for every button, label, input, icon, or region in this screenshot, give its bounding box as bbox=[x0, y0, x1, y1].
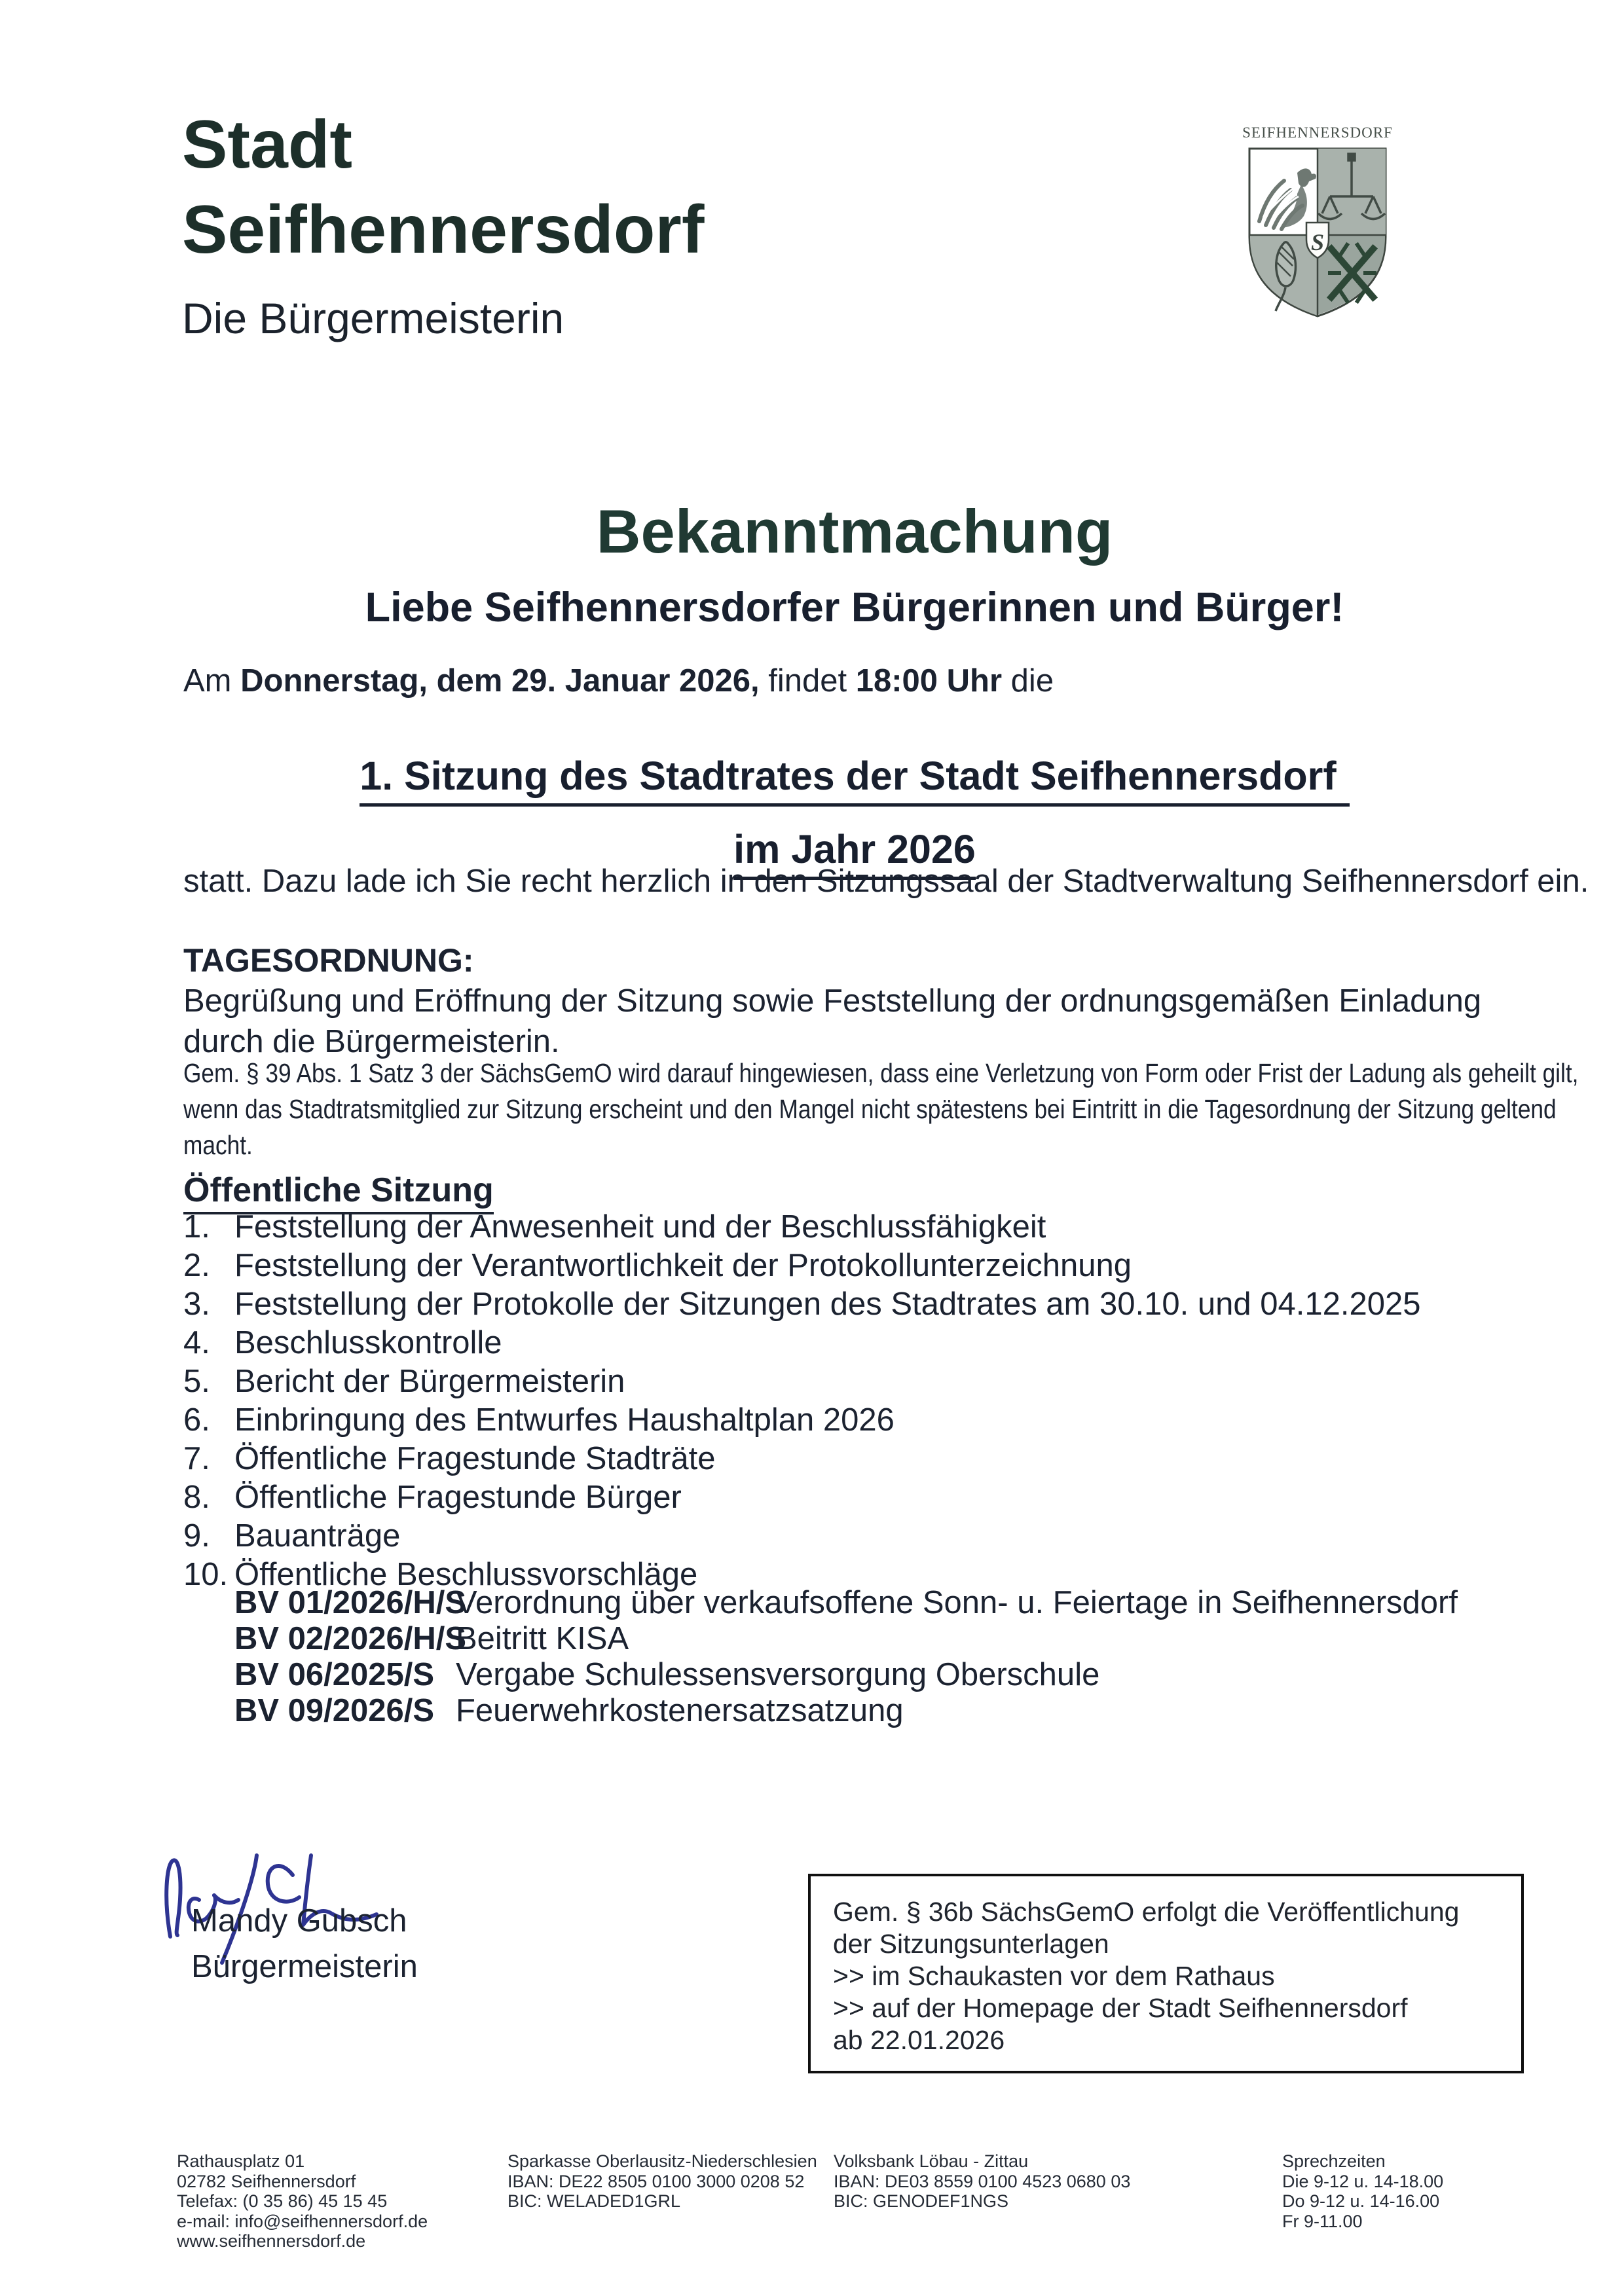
legal-note-line: Gem. § 39 Abs. 1 Satz 3 der SächsGemO wird darauf hingewiesen, dass eine Verletzung von Form oder Frist der Ladung als geheilt gilt, bbox=[183, 1058, 1579, 1088]
title-block bbox=[183, 496, 1526, 631]
proposal-item: BV 09/2026/S Feuerwehrkostenersatzsatzung bbox=[234, 1693, 904, 1728]
coat-of-arms-shield-icon bbox=[1246, 145, 1389, 321]
footer-line: Die 9-12 u. 14-18.00 bbox=[1282, 2171, 1444, 2191]
intro-prefix: Am bbox=[183, 663, 241, 699]
footer-line: Volksbank Löbau - Zittau bbox=[834, 2151, 1029, 2171]
legal-note-line: macht. bbox=[183, 1130, 253, 1160]
inner-shield-initial: S bbox=[1310, 229, 1325, 255]
intro-mid: findet bbox=[759, 663, 856, 699]
footer-line: Sparkasse Oberlausitz-Niederschlesien bbox=[507, 2151, 817, 2171]
signatory-name: Mandy Gubsch bbox=[191, 1903, 407, 1939]
document-title: Bekanntmachung bbox=[596, 497, 1113, 566]
invitation-line: statt. Dazu lade ich Sie recht herzlich in den Sitzungssaal der Stadtverwaltung Seifhennersdorf ein. bbox=[183, 864, 1589, 899]
publication-line: >> auf der Homepage der Stadt Seifhennersdorf bbox=[833, 1993, 1408, 2023]
intro-date: Donnerstag, dem 29. Januar 2026, bbox=[240, 663, 760, 699]
session-heading-line1: 1. Sitzung des Stadtrates der Stadt Seifhennersdorf bbox=[183, 753, 1526, 799]
agenda-item: 8. Öffentliche Fragestunde Bürger bbox=[183, 1480, 682, 1515]
footer-line: BIC: WELADED1GRL bbox=[507, 2191, 681, 2211]
footer-line: Rathausplatz 01 bbox=[177, 2151, 305, 2171]
footer-line: BIC: GENODEF1NGS bbox=[834, 2191, 1009, 2211]
publication-line: Gem. § 36b SächsGemO erfolgt die Veröffentlichung bbox=[833, 1897, 1460, 1927]
proposal-item: BV 06/2025/S Vergabe Schulessensversorgung Oberschule bbox=[234, 1657, 1100, 1692]
footer-office-hours bbox=[1282, 2151, 1443, 2231]
proposal-list bbox=[234, 1584, 1458, 1728]
footer-bank-sparkasse bbox=[507, 2151, 817, 2212]
signatory-title: Bürgermeisterin bbox=[191, 1949, 418, 1984]
legal-note-line: wenn das Stadtratsmitglied zur Sitzung erscheint und den Mangel nicht spätestens bei Eintritt in die Tagesordnung der Sitzung geltend bbox=[183, 1094, 1557, 1124]
agenda-item: 9. Bauanträge bbox=[183, 1518, 401, 1554]
footer-line: IBAN: DE22 8505 0100 3000 0208 52 bbox=[507, 2171, 805, 2191]
publication-info-box bbox=[808, 1874, 1524, 2073]
intro-line bbox=[183, 663, 1054, 699]
agenda-item: 3. Feststellung der Protokolle der Sitzungen des Stadtrates am 30.10. und 04.12.2025 bbox=[183, 1286, 1421, 1322]
footer-line: Do 9-12 u. 14-16.00 bbox=[1282, 2191, 1440, 2211]
agenda-opening-line: Begrüßung und Eröffnung der Sitzung sowie Feststellung der ordnungsgemäßen Einladung bbox=[183, 983, 1482, 1019]
sender-name-line1: Stadt bbox=[182, 107, 352, 183]
legal-note bbox=[183, 1055, 1578, 1163]
city-coat-of-arms bbox=[1242, 124, 1393, 321]
intro-suffix: die bbox=[1002, 663, 1054, 699]
footer-line: Telefax: (0 35 86) 45 15 45 bbox=[177, 2191, 388, 2211]
sender-subtitle: Die Bürgermeisterin bbox=[182, 294, 564, 342]
footer-line: www.seifhennersdorf.de bbox=[177, 2231, 366, 2251]
agenda-opening-line: durch die Bürgermeisterin. bbox=[183, 1024, 560, 1059]
proposal-item: BV 02/2026/H/S Beitritt KISA bbox=[234, 1621, 629, 1656]
agenda-list bbox=[183, 1209, 1420, 1595]
publication-line: >> im Schaukasten vor dem Rathaus bbox=[833, 1961, 1275, 1991]
footer-address bbox=[177, 2151, 428, 2251]
footer-line: IBAN: DE03 8559 0100 4523 0680 03 bbox=[834, 2171, 1131, 2191]
intro-time: 18:00 Uhr bbox=[855, 663, 1003, 699]
session-heading bbox=[183, 753, 1526, 872]
publication-line: ab 22.01.2026 bbox=[833, 2025, 1005, 2055]
agenda-item: 4. Beschlusskontrolle bbox=[183, 1325, 502, 1360]
salutation: Liebe Seifhennersdorfer Bürgerinnen und Bürger! bbox=[365, 585, 1344, 630]
session-heading-line2: im Jahr 2026 bbox=[183, 826, 1526, 872]
coat-of-arms-caption: SEIFHENNERSDORF bbox=[1242, 124, 1393, 141]
footer-line: Fr 9-11.00 bbox=[1282, 2211, 1363, 2231]
agenda-item: 6. Einbringung des Entwurfes Haushaltplan 2026 bbox=[183, 1402, 895, 1438]
publication-line: der Sitzungsunterlagen bbox=[833, 1929, 1109, 1959]
proposal-item: BV 01/2026/H/S Verordnung über verkaufsoffene Sonn- u. Feiertage in Seifhennersdorf bbox=[234, 1585, 1458, 1620]
footer-bank-volksbank bbox=[834, 2151, 1130, 2212]
agenda-item: 7. Öffentliche Fragestunde Stadträte bbox=[183, 1441, 716, 1476]
agenda-item: 5. Bericht der Bürgermeisterin bbox=[183, 1364, 625, 1399]
sender-name-line2: Seifhennersdorf bbox=[182, 192, 705, 268]
agenda-heading: TAGESORDNUNG: bbox=[183, 942, 474, 979]
footer-line: e-mail: info@seifhennersdorf.de bbox=[177, 2211, 428, 2231]
public-session-heading: Öffentliche Sitzung bbox=[183, 1171, 494, 1210]
agenda-opening bbox=[183, 981, 1481, 1062]
footer-line: 02782 Seifhennersdorf bbox=[177, 2171, 356, 2191]
agenda-item: 1. Feststellung der Anwesenheit und der Beschlussfähigkeit bbox=[183, 1209, 1046, 1245]
agenda-item: 2. Feststellung der Verantwortlichkeit der Protokollunterzeichnung bbox=[183, 1248, 1132, 1283]
footer-line: Sprechzeiten bbox=[1282, 2151, 1386, 2171]
agenda-item: 10. Öffentliche Beschlussvorschläge bbox=[183, 1557, 698, 1592]
